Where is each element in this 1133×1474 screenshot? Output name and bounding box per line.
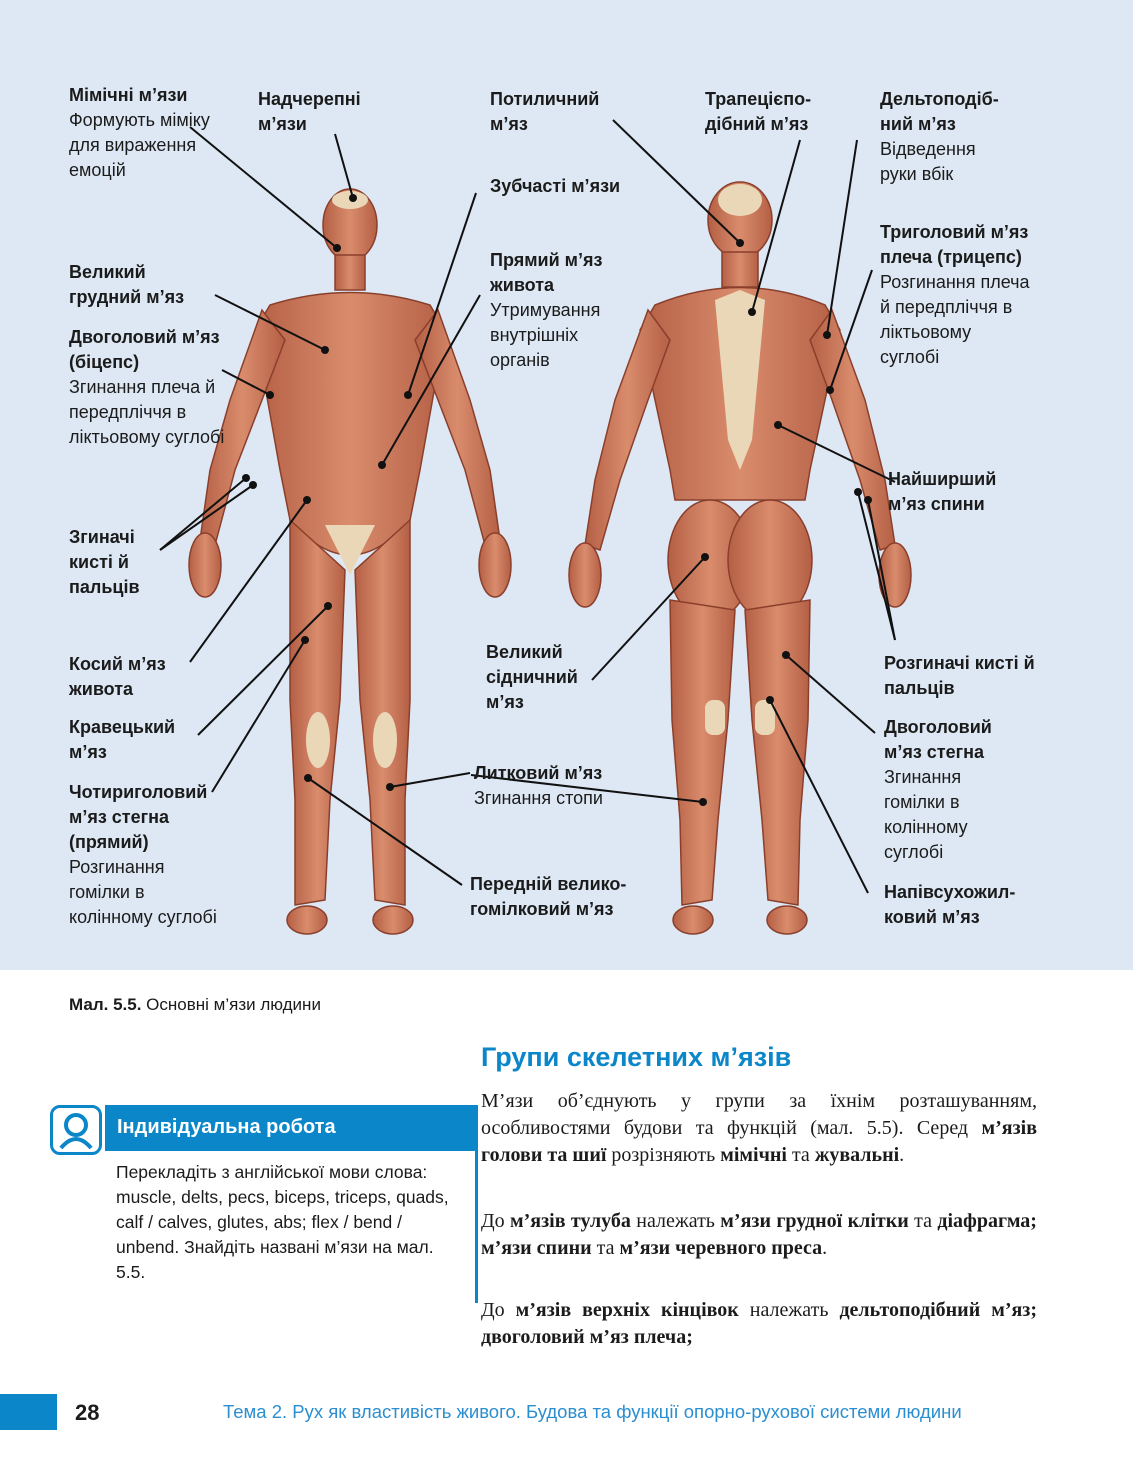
- label-hamstring: Двоголовий м’яз стегна Згинання гомілки в колінному суглобі: [884, 717, 992, 862]
- label-deltoid: Дельтоподіб-ний м’яз Відведення руки вбік: [880, 89, 999, 184]
- label-biceps: Двоголовий м’яз (біцепс) Згинання плеча й передпліччя в ліктьовому суглобі: [69, 327, 225, 447]
- label-epicranial: Надчерепні м’язи: [258, 89, 361, 134]
- paragraph-1: М’язи об’єднують у групи за їхнім розташуванням, особливостями будови та функцій (мал. 5.5). Серед м’язів голови та шиї розрізняють мімічні та жувальні.: [481, 1090, 1037, 1166]
- label-latissimus: Найширший м’яз спини: [888, 469, 997, 514]
- label-mimic: Мімічні м’язи Формують міміку для вираження емоцій: [69, 85, 210, 180]
- footer-accent-bar: [0, 1394, 57, 1430]
- person-icon: [50, 1105, 102, 1155]
- label-extensors: Розгиначі кисті й пальців: [884, 653, 1035, 698]
- label-rectus: Прямий м’яз живота Утримування внутрішніх органів: [490, 250, 603, 370]
- task-header: [105, 1105, 478, 1151]
- label-tibialis: Передній велико-гомілковий м’яз: [470, 874, 627, 919]
- label-sartorius: Кравецький м’яз: [69, 717, 176, 762]
- individual-task-box: [50, 1105, 449, 1305]
- caption-text: Основні м’язи людини: [146, 995, 321, 1014]
- label-semitendinosus: Напівсухожил-ковий м’яз: [884, 882, 1016, 927]
- running-footer: Тема 2. Рух як властивість живого. Будова та функції опорно-рухової системи людини: [223, 1401, 962, 1422]
- task-text: Перекладіть з англійської мови слова: muscle, delts, pecs, biceps, triceps, quads, calf / calves, glutes, abs; flex / bend / unbend. Знайдіть названі м’язи на мал. 5.5.: [116, 1162, 449, 1282]
- label-gluteus: Великий сідничний м’яз: [486, 642, 578, 712]
- label-triceps: Триголовий м’яз плеча (трицепс) Розгинання плеча й передпліччя в ліктьовому суглобі: [880, 222, 1030, 367]
- label-calf: Литковий м’яз Згинання стопи: [474, 763, 603, 808]
- label-quadriceps: Чотириголовий м’яз стегна (прямий) Розгинання гомілки в колінному суглобі: [69, 782, 217, 927]
- label-flexors: Згиначі кисті й пальців: [69, 527, 140, 597]
- task-border: [475, 1151, 478, 1303]
- paragraph-3: До м’язів верхніх кінцівок належать дельтоподібний м’яз; двоголовий м’яз плеча;: [481, 1299, 1037, 1348]
- label-oblique: Косий м’яз живота: [69, 654, 166, 699]
- label-serratus: Зубчасті м’язи: [490, 176, 621, 196]
- task-title: Індивідуальна робота: [117, 1116, 336, 1138]
- section-title: Групи скелетних м’язів: [481, 1042, 792, 1072]
- caption-number: Мал. 5.5.: [69, 995, 142, 1014]
- paragraph-2: До м’язів тулуба належать м’язи грудної клітки та діафрагма; м’язи спини та м’язи черевного преса.: [481, 1210, 1037, 1259]
- label-occipital: Потиличний м’яз: [490, 89, 600, 134]
- page-number: 28: [75, 1400, 100, 1425]
- label-pectoral: Великий грудний м’яз: [69, 262, 185, 307]
- label-trapezius: Трапецієпо-дібний м’яз: [705, 89, 812, 134]
- figure-caption: [69, 995, 321, 1015]
